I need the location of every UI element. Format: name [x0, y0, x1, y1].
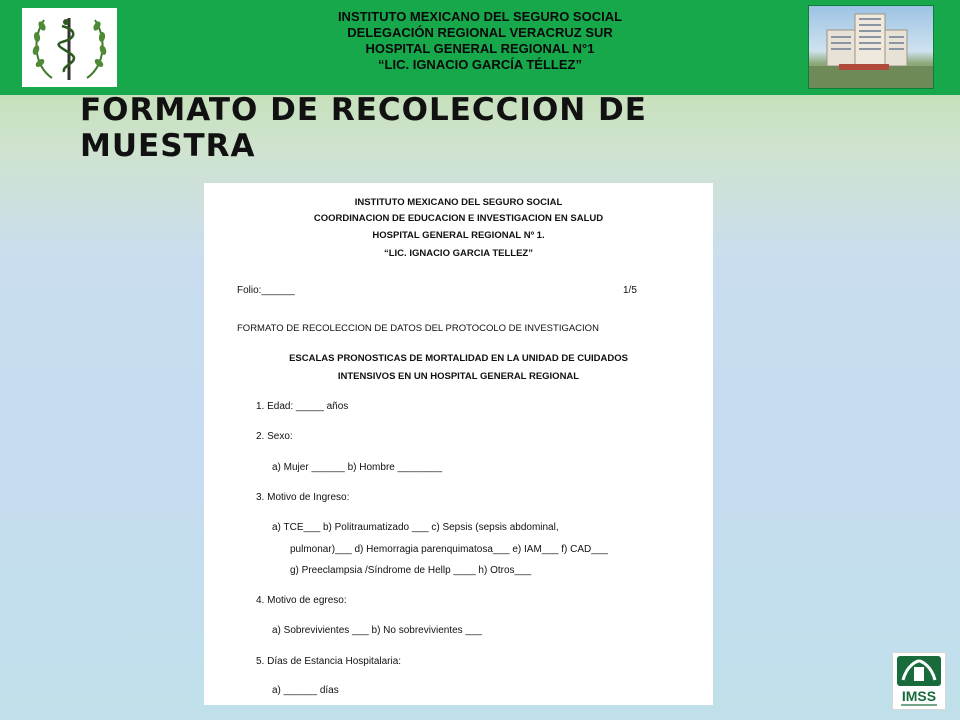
hospital-stay-options: a) ______ días [272, 685, 339, 696]
institution-header [250, 9, 710, 73]
admission-options-line: pulmonar)___ d) Hemorragia parenquimatosa___ e) IAM___ f) CAD___ [290, 544, 608, 555]
doc-header-line: INSTITUTO MEXICANO DEL SEGURO SOCIAL [354, 197, 563, 208]
admission-options-line: a) TCE___ b) Politraumatizado ___ c) Sepsis (sepsis abdominal, [272, 522, 559, 533]
doc-header-line: COORDINACION DE EDUCACION E INVESTIGACION EN SALUD [313, 213, 604, 224]
form-document [204, 183, 713, 705]
imss-logo [892, 652, 946, 710]
hospital-photo [808, 5, 934, 89]
folio-field: Folio:______ [237, 285, 295, 296]
sex-options: a) Mujer ______ b) Hombre ________ [272, 462, 443, 473]
slide-title-line: FORMATO DE RECOLECCION DE [80, 92, 647, 128]
question-discharge-reason: 4. Motivo de egreso: [256, 595, 347, 606]
header-line: “LIC. IGNACIO GARCÍA TÉLLEZ” [378, 57, 582, 72]
svg-text:IMSS: IMSS [901, 688, 937, 704]
slide-title-line: MUESTRA [80, 128, 256, 164]
form-title: FORMATO DE RECOLECCION DE DATOS DEL PROTOCOLO DE INVESTIGACION [237, 323, 599, 334]
question-hospital-stay: 5. Días de Estancia Hospitalaria: [256, 656, 402, 667]
doc-header-line: HOSPITAL GENERAL REGIONAL Nº 1. [372, 230, 545, 241]
study-title-line: ESCALAS PRONOSTICAS DE MORTALIDAD EN LA UNIDAD DE CUIDADOS [289, 353, 628, 364]
header-line: HOSPITAL GENERAL REGIONAL N°1 [365, 41, 595, 56]
study-title-line: INTENSIVOS EN UN HOSPITAL GENERAL REGIONAL [337, 371, 580, 382]
question-sex: 2. Sexo: [256, 431, 293, 442]
header-line: DELEGACIÓN REGIONAL VERACRUZ SUR [347, 25, 613, 40]
discharge-options: a) Sobrevivientes ___ b) No sobrevivientes ___ [272, 625, 483, 636]
doc-header-line: “LIC. IGNACIO GARCIA TELLEZ” [383, 248, 533, 259]
caduceus-logo [22, 8, 117, 87]
header-banner [0, 0, 960, 95]
question-age: 1. Edad: _____ años [256, 401, 349, 412]
admission-options-line: g) Preeclampsia /Síndrome de Hellp ____ h) Otros___ [290, 565, 532, 576]
header-line: INSTITUTO MEXICANO DEL SEGURO SOCIAL [337, 9, 623, 24]
page-number: 1/5 [623, 285, 637, 296]
question-admission-reason: 3. Motivo de Ingreso: [256, 492, 350, 503]
slide-title [80, 92, 780, 164]
